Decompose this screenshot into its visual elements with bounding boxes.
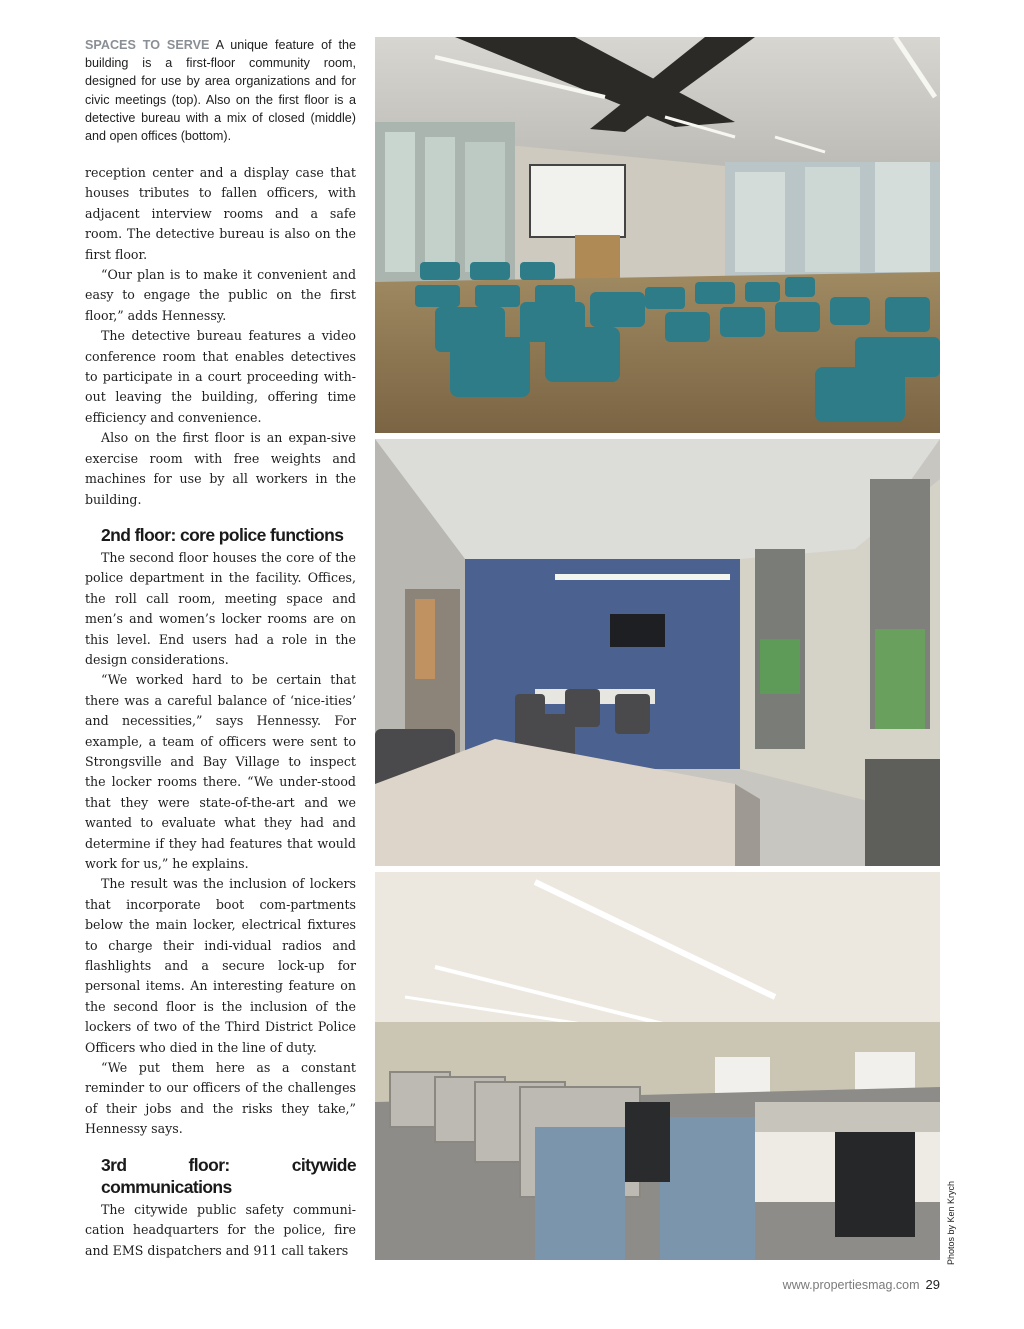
photo-detective-bureau-closed: [375, 439, 940, 866]
article-paragraph: The result was the inclusion of lockers that incorporate boot com-partments below the main locker, electrical fixtures to charge their indi-vidual radios and flashlights and a secure lock-up for personal items. An interesting feature on the second floor is the inclusion of the lockers of two of the Third District Police Officers who died in the line of duty.: [85, 876, 356, 1055]
photo-community-room: [375, 37, 940, 433]
section-heading-3rd-floor: 3rd floor: citywide communications: [101, 1154, 356, 1197]
photo-caption: [85, 36, 356, 145]
article-column: [85, 163, 356, 1261]
photo-credit: [946, 1180, 958, 1265]
article-paragraph: The detective bureau features a video conference room that enables detectives to participate in a court proceeding with-out leaving the building, offering time efficiency and convenience.: [85, 328, 356, 425]
section-heading-2nd-floor: 2nd floor: core police functions: [101, 524, 344, 545]
article-paragraph: “Our plan is to make it convenient and easy to engage the public on the first floor,” adds Hennessy.: [85, 267, 356, 323]
article-paragraph: reception center and a display case that houses tributes to fallen officers, with adjacent interview rooms and a safe room. The detective bureau is also on the first floor.: [85, 165, 356, 262]
article-paragraph: The citywide public safety communi-cation headquarters for the police, fire and EMS dispatchers and 911 call takers: [85, 1201, 356, 1258]
photo-credit-text: Photos by Ken Krych: [946, 1180, 956, 1265]
article-paragraph: Also on the first floor is an expan-sive exercise room with free weights and machines for use by all workers in the building.: [85, 430, 356, 507]
page-footer: [700, 1276, 940, 1294]
footer-url: www.propertiesmag.com: [782, 1278, 920, 1292]
article-paragraph: “We put them here as a constant reminder to our officers of the challenges of their jobs and the risks they take,” Hennessy says.: [85, 1060, 356, 1137]
article-paragraph: “We worked hard to be certain that there was a careful balance of ‘nice-ities’ and necessities,” says Hennessy. For example, a team of officers were sent to Strongsville and Bay Village to inspect the locker rooms there. “We under-stood that they were state-of-the-art and we wanted to evaluate what they had and determine if they had features that would work for us,” he explains.: [85, 672, 356, 871]
caption-kicker: SPACES TO SERVE: [85, 38, 210, 52]
caption-text: A unique feature of the building is a first-floor community room, designed for use by area organizations and for civic meetings (top). Also on the first floor is a detective bureau with a mix of closed (middle) and open offices (bottom).: [85, 38, 356, 144]
article-paragraph: The second floor houses the core of the police department in the facility. Offices, the roll call room, meeting space and men’s and women’s locker rooms are on this level. End users had a role in the design considerations.: [85, 549, 356, 667]
page-number: 29: [925, 1277, 940, 1292]
photo-detective-bureau-open: [375, 872, 940, 1260]
